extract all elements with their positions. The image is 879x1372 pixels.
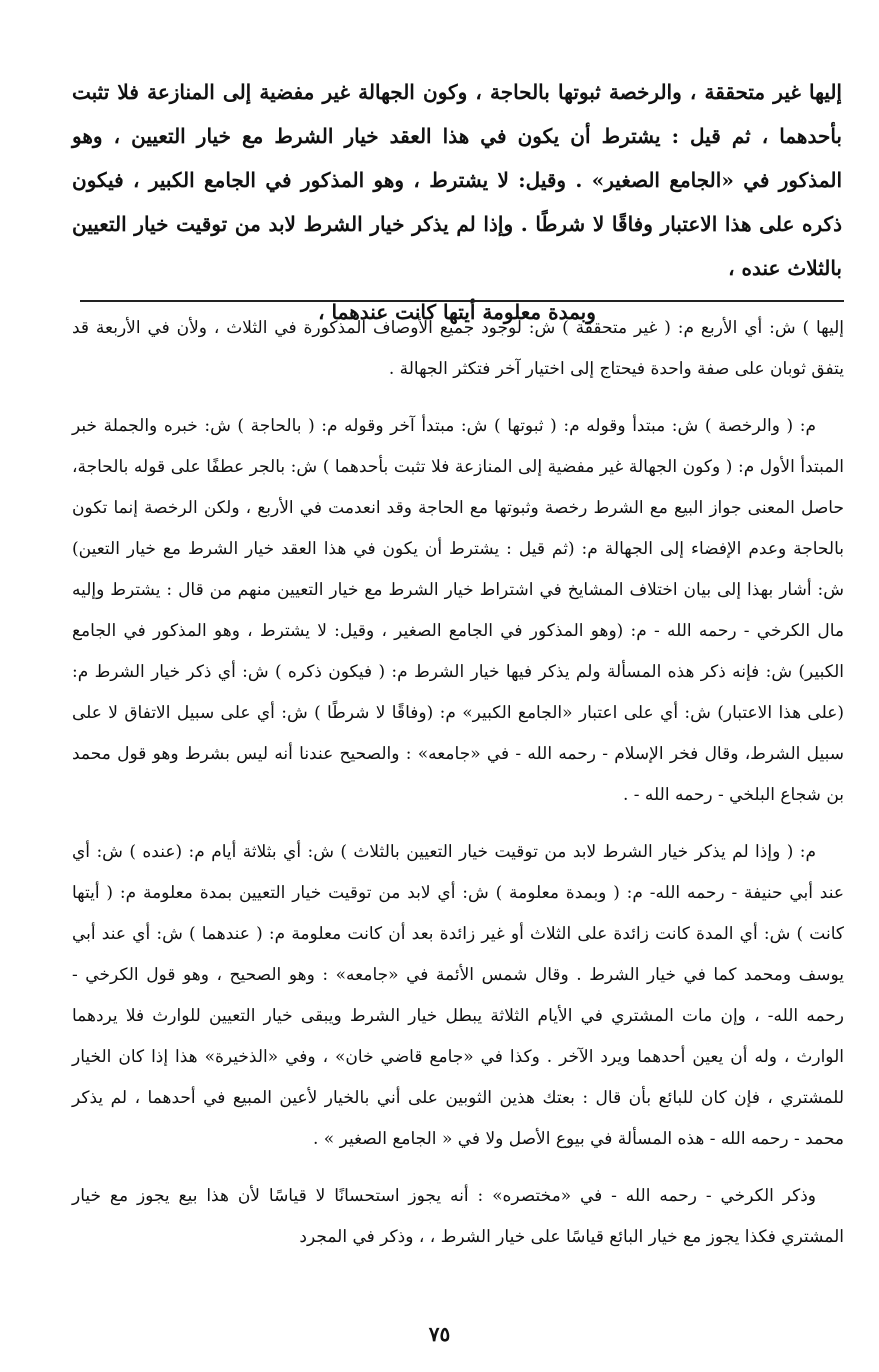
main-text-block [72,70,842,334]
page-number: ٧٥ [428,1322,451,1346]
main-text-body: إليها غير متحققة ، والرخصة ثبوتها بالحاجة ، وكون الجهالة غير مفضية إلى المنازعة فلا تثبت بأحدهما ، ثم قيل : يشترط أن يكون في هذا العقد خيار الشرط مع خيار التعيين ، وهو المذكور في «الجامع الصغير» . وقيل: لا يشترط ، وهو المذكور في الجامع الكبير ، فيكون ذكره على هذا الاعتبار وفاقًا لا شرطًا . وإذا لم يذكر خيار الشرط لابد من توقيت خيار التعيين بالثلاث عنده ، [72,80,842,280]
commentary-paragraph: وذكر الكرخي - رحمه الله - في «مختصره» : أنه يجوز استحسانًا لا قياسًا لأن هذا بيع يجوز مع خيار المشتري فكذا يجوز مع خيار البائع قياسًا على خيار الشرط ، ، وذكر في المجرد [72,1186,844,1247]
footnote-divider [80,300,844,302]
commentary-paragraph: م: ( والرخصة ) ش: مبتدأ وقوله م: ( ثبوتها ) ش: مبتدأ آخر وقوله م: ( بالحاجة ) ش: خبره والجملة خبر المبتدأ الأول م: ( وكون الجهالة غير مفضية إلى المنازعة فلا تثبت بأحدهما ) ش: بالجر عطفًا على قوله بالحاجة، حاصل المعنى جواز البيع مع الشرط رخصة وثبوتها مع الحاجة وقد انعدمت في الأربع ، ولكن الرخصة إنما تكون بالحاجة وعدم الإفضاء إلى الجهالة م: (ثم قيل : يشترط أن يكون في هذا العقد خيار الشرط مع خيار التعين) ش: أشار بهذا إلى بيان اختلاف المشايخ في اشتراط خيار الشرط مع خيار التعيين منهم من قال : يشترط وإليه مال الكرخي - رحمه الله - م: (وهو المذكور في الجامع الصغير ، وقيل: لا يشترط ، وهو المذكور في الجامع الكبير) ش: فإنه ذكر هذه المسألة ولم يذكر فيها خيار الشرط م: ( فيكون ذكره ) ش: أي ذكر خيار الشرط م: (على هذا الاعتبار) ش: أي على اعتبار «الجامع الكبير» م: (وفاقًا لا شرطًا ) ش: أي على سبيل الاتفاق لا على سبيل الشرط، وقال فخر الإسلام - رحمه الله - في «جامعه» : والصحيح عندنا أنه ليس بشرط وهو قول محمد بن شجاع البلخي - رحمه الله - . [72,416,845,805]
main-text-last-line: وبمدة معلومة أيتها كانت عندهما ، [318,300,596,324]
commentary-block [72,308,844,1274]
commentary-paragraph: إليها ) ش: أي الأربع م: ( غير متحققة ) ش: لوجود جميع الأوصاف المذكورة في الثلاث ، ولأن في الأربعة قد يتفق ثوبان على صفة واحدة فيحتاج إلى اختيار آخر فتكثر الجهالة . [72,318,844,379]
commentary-paragraph: م: ( وإذا لم يذكر خيار الشرط لابد من توقيت خيار التعيين بالثلاث ) ش: أي بثلاثة أيام م: (عنده ) ش: أي عند أبي حنيفة - رحمه الله- م: ( وبمدة معلومة ) ش: أي لابد من توقيت خيار التعيين بمدة معلومة م: ( أيتها كانت ) ش: أي المدة كانت زائدة على الثلاث أو غير زائدة بعد أن كانت معلومة م: ( عندهما ) ش: أي عند أبي يوسف ومحمد كما في خيار الشرط . وقال شمس الأئمة في «جامعه» : وهو الصحيح ، وهو قول الكرخي - رحمه الله- ، وإن مات المشتري في الأيام الثلاثة يبطل خيار الشرط ويبقى خيار التعيين للوارث فلا يردهما الوارث ، وله أن يعين أحدهما ويرد الآخر . وكذا في «جامع قاضي خان» ، وفي «الذخيرة» هذا إذا كان الخيار للمشتري ، فإن كان للبائع بأن قال : بعتك هذين الثوبين على أني بالخيار لأعين المبيع في أحدهما ، لم يذكر محمد - رحمه الله - هذه المسألة في بيوع الأصل ولا في « الجامع الصغير » . [72,842,844,1149]
